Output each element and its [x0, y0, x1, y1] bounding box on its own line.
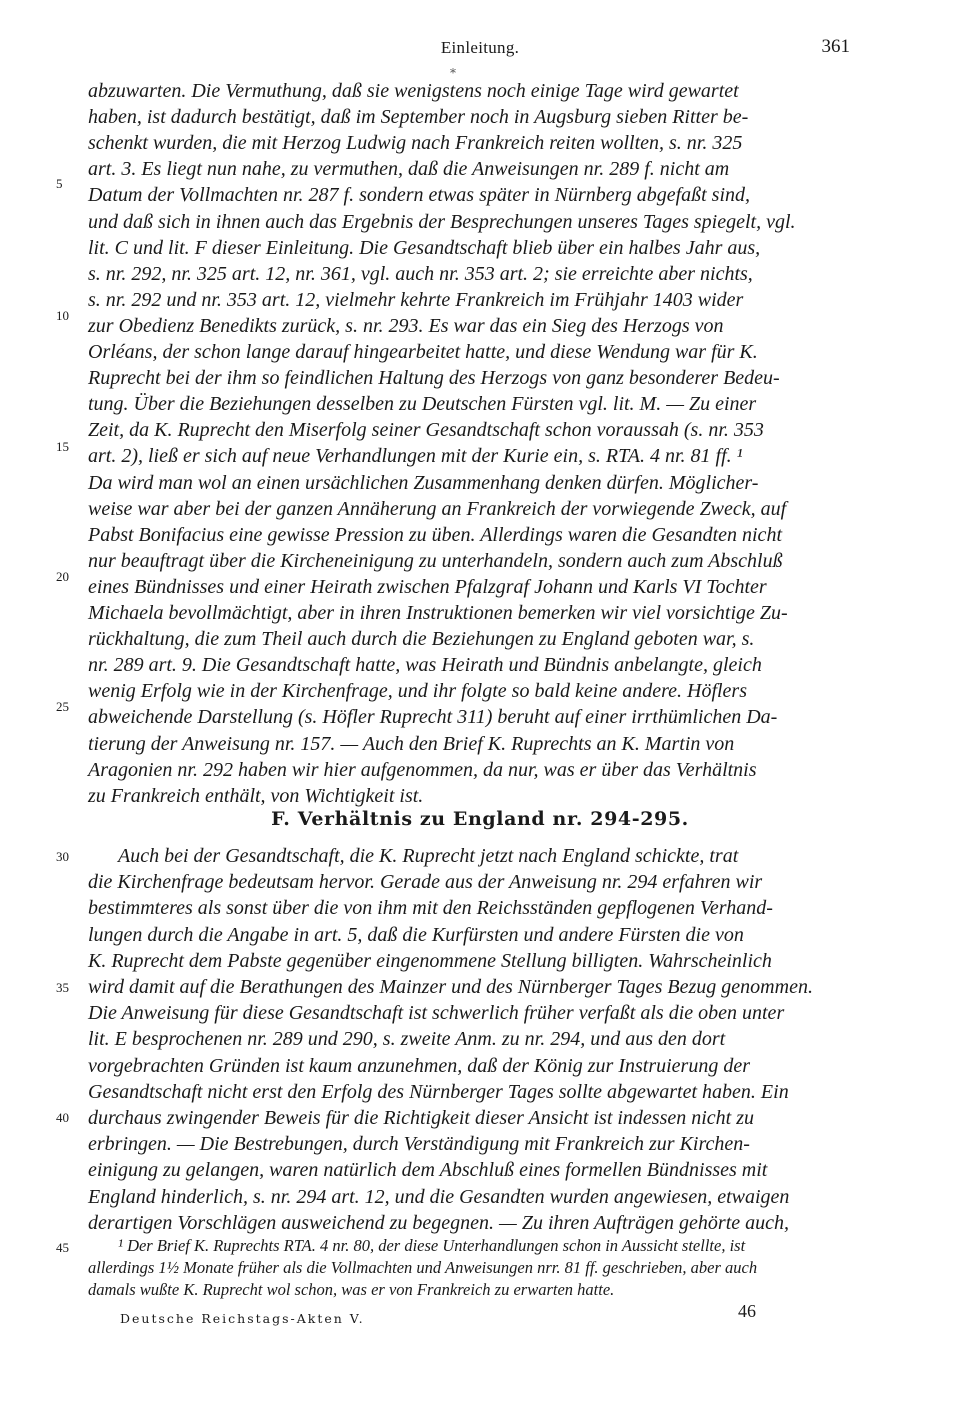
section-line: vorgebrachten Gründen ist kaum anzunehmen, daß der König zur Instruierung der — [88, 1054, 750, 1077]
top-mark: * — [450, 66, 456, 80]
line-number: 15 — [56, 439, 69, 454]
section-line: Auch bei der Gesandtschaft, die K. Ruprecht jetzt nach England schickte, trat — [118, 845, 739, 867]
section-line: lungen durch die Angabe in art. 5, daß die Kurfürsten und andere Fürsten die von — [88, 923, 744, 946]
body-line: haben, ist dadurch bestätigt, daß im September noch in Augsburg sieben Ritter be- — [88, 106, 749, 129]
section-line: erbringen. — Die Bestrebungen, durch Verständigung mit Frankreich zur Kirchen- — [88, 1133, 750, 1156]
body-line: wenig Erfolg wie in der Kirchenfrage, und ihr folgte so bald keine andere. Höflers — [88, 680, 747, 703]
body-line: s. nr. 292, nr. 325 art. 12, nr. 361, vgl. auch nr. 353 art. 2; sie erreichte aber nichts, — [88, 262, 753, 285]
section-line: derartigen Vorschlägen ausweichend zu begegnen. — Zu ihren Aufträgen gehörte auch, — [88, 1211, 790, 1234]
body-line: schenkt wurden, die mit Herzog Ludwig nach Frankreich reiten wollten, s. nr. 325 — [88, 132, 743, 155]
body-line: nr. 289 art. 9. Die Gesandtschaft hatte, was Heirath und Bündnis anbelangte, gleich — [88, 654, 762, 677]
body-line: Michaela bevollmächtigt, aber in ihren Instruktionen bemerken wir viel vorsichtige Zu- — [88, 602, 788, 624]
body-line: tung. Über die Beziehungen desselben zu Deutschen Fürsten vgl. lit. M. — Zu einer — [88, 393, 757, 416]
section-line: durchaus zwingender Beweis für die Richtigkeit dieser Ansicht ist indessen nicht zu — [88, 1107, 755, 1129]
body-line: weise war aber bei der ganzen Annäherung an Frankreich der vorwiegende Zweck, auf — [88, 497, 787, 520]
body-line: abzuwarten. Die Vermuthung, daß sie wenigstens noch einige Tage wird gewartet — [88, 80, 739, 102]
body-line: lit. C und lit. F dieser Einleitung. Die Gesandtschaft blieb über ein halbes Jahr aus, — [88, 236, 761, 259]
line-number: 40 — [56, 1110, 69, 1125]
body-line: art. 3. Es liegt nun nahe, zu vermuthen, daß die Anweisungen nr. 289 f. nicht am — [88, 158, 730, 181]
body-line: abweichende Darstellung (s. Höfler Ruprecht 311) beruht auf einer irrthümlichen Da- — [88, 706, 778, 729]
body-line: zur Obedienz Benedikts zurück, s. nr. 293. Es war das ein Sieg des Herzogs von — [88, 314, 724, 337]
printer-signature: Deutsche Reichstags-Akten V. — [120, 1311, 365, 1326]
section-line: wird damit auf die Berathungen des Mainzer und des Nürnberger Tages Bezug genommen. — [88, 976, 813, 998]
body-line: Da wird man wol an einen ursächlichen Zusammenhang denken dürfen. Möglicher- — [88, 471, 759, 494]
page-number: 361 — [821, 36, 850, 57]
section-line: die Kirchenfrage bedeutsam hervor. Gerade aus der Anweisung nr. 294 erfahren wir — [88, 871, 763, 894]
body-line: tierung der Anweisung nr. 157. — Auch den Brief K. Ruprechts an K. Martin von — [88, 732, 735, 755]
body-line: Aragonien nr. 292 haben wir hier aufgenommen, da nur, was er über das Verhältnis — [88, 758, 757, 781]
body-line: s. nr. 292 und nr. 353 art. 12, vielmehr kehrte Frankreich im Frühjahr 1403 wider — [88, 288, 744, 311]
section-line: lit. E besprochenen nr. 289 und 290, s. zweite Anm. zu nr. 294, und aus den dort — [88, 1028, 726, 1051]
line-number: 30 — [56, 849, 69, 864]
sheet-number: 46 — [738, 1301, 756, 1321]
body-line: und daß sich in ihnen auch das Ergebnis der Besprechungen unseres Tages spiegelt, vgl. — [88, 210, 796, 233]
body-line: nur beauftragt über die Kircheneinigung zu unterhandeln, sondern auch zum Abschluß — [88, 549, 783, 572]
body-line: Zeit, da K. Ruprecht den Miserfolg seiner Gesandtschaft schon voraussah (s. nr. 353 — [88, 419, 764, 442]
body-line: zu Frankreich enthält, von Wichtigkeit ist. — [88, 784, 424, 807]
footnote-line: allerdings 1½ Monate früher als die Vollmachten und Anweisungen nrr. 81 ff. geschrieben, aber auch — [88, 1258, 758, 1277]
line-number: 20 — [56, 569, 69, 584]
section-line: Gesandtschaft nicht erst den Erfolg des Nürnberger Tages sollte abgewartet haben. Ein — [88, 1080, 789, 1103]
section-line: Die Anweisung für diese Gesandtschaft ist schwerlich früher verfaßt als die oben unter — [88, 1002, 785, 1025]
running-title: Einleitung. — [440, 38, 520, 57]
body-line: eines Bündnisses und einer Heirath zwischen Pfalzgraf Johann und Karls VI Tochter — [88, 575, 767, 598]
section-line: einigung zu gelangen, waren natürlich dem Abschluß eines formellen Bündnisses mit — [88, 1159, 768, 1182]
section-line: England hinderlich, s. nr. 294 art. 12, und die Gesandten wurden angewiesen, etwaigen — [88, 1185, 790, 1208]
footnote-line: damals wußte K. Ruprecht wol schon, was er von Frankreich zu erwarten hatte. — [88, 1280, 615, 1299]
line-number: 45 — [56, 1240, 69, 1255]
line-number: 10 — [56, 308, 69, 323]
line-number: 25 — [56, 699, 69, 714]
line-number: 35 — [56, 980, 69, 995]
body-line: Datum der Vollmachten nr. 287 f. sondern etwas später in Nürnberg abgefaßt sind, — [88, 184, 751, 207]
body-line: art. 2), ließ er sich auf neue Verhandlungen mit der Kurie ein, s. RTA. 4 nr. 81 ff. ¹ — [88, 445, 743, 468]
footnote-line: ¹ Der Brief K. Ruprechts RTA. 4 nr. 80, der diese Unterhandlungen schon in Aussicht stellte, ist — [118, 1236, 746, 1255]
line-number: 5 — [56, 176, 63, 191]
section-heading: F. Verhältnis zu England nr. 294-295. — [271, 808, 689, 830]
body-line: Ruprecht bei der ihm so feindlichen Haltung des Herzogs von ganz besonderer Bedeu- — [88, 367, 780, 390]
body-line: Pabst Bonifacius eine gewisse Pression zu üben. Allerdings waren die Gesandten nicht — [88, 523, 782, 546]
section-line: K. Ruprecht dem Pabste gegenüber eingenommene Stellung billigten. Wahrscheinlich — [88, 949, 772, 972]
body-line: rückhaltung, die zum Theil auch durch die Beziehungen zu England geboten war, s. — [88, 628, 755, 651]
body-line: Orléans, der schon lange darauf hingearbeitet hatte, und diese Wendung war für K. — [88, 341, 758, 363]
section-line: bestimmteres als sonst über die von ihm mit den Reichsständen gepflogenen Verhand- — [88, 897, 773, 920]
